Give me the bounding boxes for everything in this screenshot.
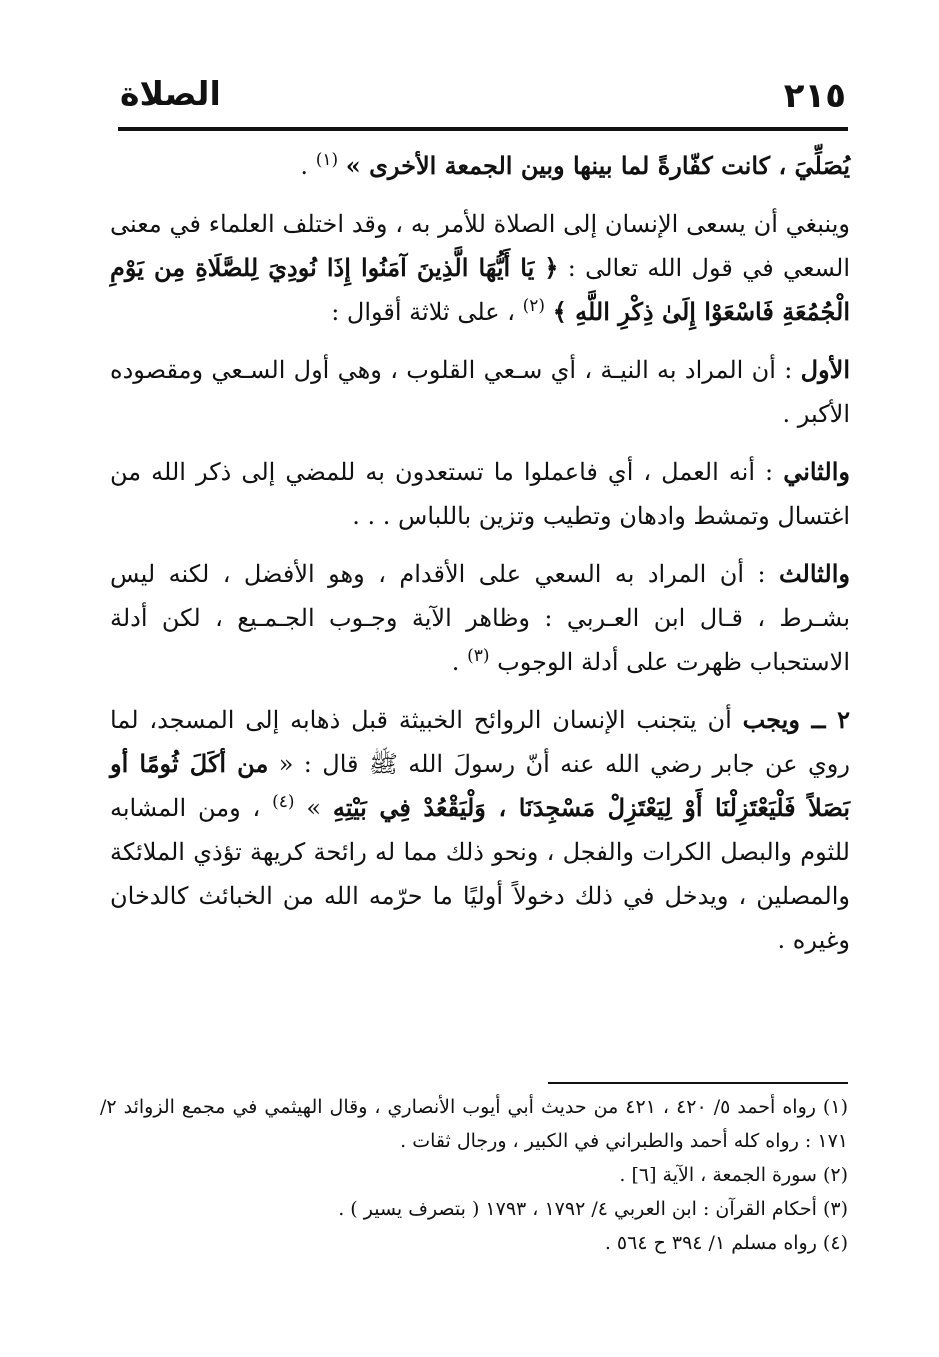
paragraph-3: [110, 348, 850, 436]
paragraph-1: [110, 144, 850, 188]
paragraph-2: [110, 202, 850, 334]
footnote-1: (١) رواه أحمد ٥/ ٤٢٠ ، ٤٢١ من حديث أبي أيوب الأنصاري ، وقال الهيثمي في مجمع الزوائد ٢/ ١٧١ : رواه كله أحمد والطبراني في الكبير ، ورجال ثقات .: [100, 1096, 848, 1152]
paragraph-intro: وينبغي أن يسعى الإنسان إلى الصلاة للأمر به ، وقد اختلف العلماء في معنى السعي في قول الله تعالى :: [110, 210, 851, 282]
paragraph-tail: .: [300, 152, 316, 180]
page-header: [118, 60, 848, 120]
footnote-ref-4: (٤): [272, 792, 295, 812]
paragraph-4: [110, 450, 850, 538]
footnote-ref-1: (١): [315, 150, 339, 170]
item-number: ٢ ــ: [799, 705, 850, 734]
page-number: ٢١٥: [783, 76, 846, 116]
footnote-4: (٤) رواه مسلم ١/ ٣٩٤ ح ٥٦٤ .: [604, 1232, 848, 1254]
main-text: [110, 132, 850, 962]
header-rule: [118, 127, 848, 131]
footnote-3: (٣) أحكام القرآن : ابن العربي ٤/ ١٧٩٢ ، ١٧٩٣ ( بتصرف يسير ) .: [338, 1198, 848, 1220]
opinion-text: : أنه العمل ، أي فاعملوا ما تستعدون به للمضي إلى ذكر الله من اغتسال وتمشط وادهان وتطيب وتزين باللباس . . .: [110, 458, 850, 530]
opinion-label: والثالث: [778, 559, 850, 588]
opinion-label: والثاني: [783, 457, 850, 486]
footnote-ref-2: (٢): [522, 296, 546, 316]
footnote-2: (٢) سورة الجمعة ، الآية [٦] .: [619, 1164, 848, 1186]
opinion-text: : أن المراد به السعي على الأقدام ، وهو الأفضل ، لكنه ليس بشـرط ، قـال ابن العـربي : وظاهر الآية وجـوب الجـمـيع ، لكن أدلة الاستحباب ظهرت على أدلة الوجوب: [110, 560, 850, 676]
paragraph-tail: .: [451, 648, 468, 676]
paragraph-tail: ، على ثلاثة أقوال :: [331, 298, 523, 326]
hadith-ending: يُصَلِّيَ ، كانت كفّارةً لما بينها وبين الجمعة الأخرى »: [345, 151, 850, 180]
footnote-ref-3: (٣): [467, 646, 490, 666]
item-text: أن يتجنب الإنسان الروائح الخبيثة قبل ذهابه إلى المسجد، لما روي عن جابر رضي الله عنه أنّ رسولَ الله ﷺ قال : «: [110, 706, 850, 778]
running-title: الصلاة: [120, 74, 221, 113]
paragraph-6: [110, 698, 850, 962]
paragraph-tail: ، ومن المشابه للثوم والبصل الكرات والفجل ، ونحو ذلك مما له رائحة كريهة تؤذي الملائكة والمصلين ، ويدخل في ذلك دخولاً أوليًا ما حرّمه الله من الخبائث كالدخان وغيره .: [110, 794, 850, 954]
footnotes: [100, 1090, 848, 1260]
opinion-label: الأول: [800, 355, 850, 384]
opinion-text: : أن المراد به النيـة ، أي سـعي القلوب ، وهي أول السـعي ومقصوده الأكبر .: [110, 356, 850, 428]
paragraph-5: [110, 552, 850, 684]
footnote-separator: [548, 1082, 848, 1084]
hadith-close: »: [306, 794, 333, 822]
item-label: ويجب: [742, 705, 800, 734]
quran-verse: ﴿ يَا أَيُّهَا الَّذِينَ آمَنُوا إِذَا نُودِيَ لِلصَّلَاةِ مِن يَوْمِ الْجُمُعَةِ فَاسْعَوْا إِلَىٰ ذِكْرِ اللَّهِ ﴾: [110, 253, 850, 326]
hadith-text: من أكَلَ ثُومًا أو بَصَلاً فَلْيَعْتَزِلْنَا أَوْ لِيَعْتَزِلْ مَسْجِدَنَا ، وَلْيَقْعُدْ فِي بَيْتِهِ: [110, 749, 850, 822]
